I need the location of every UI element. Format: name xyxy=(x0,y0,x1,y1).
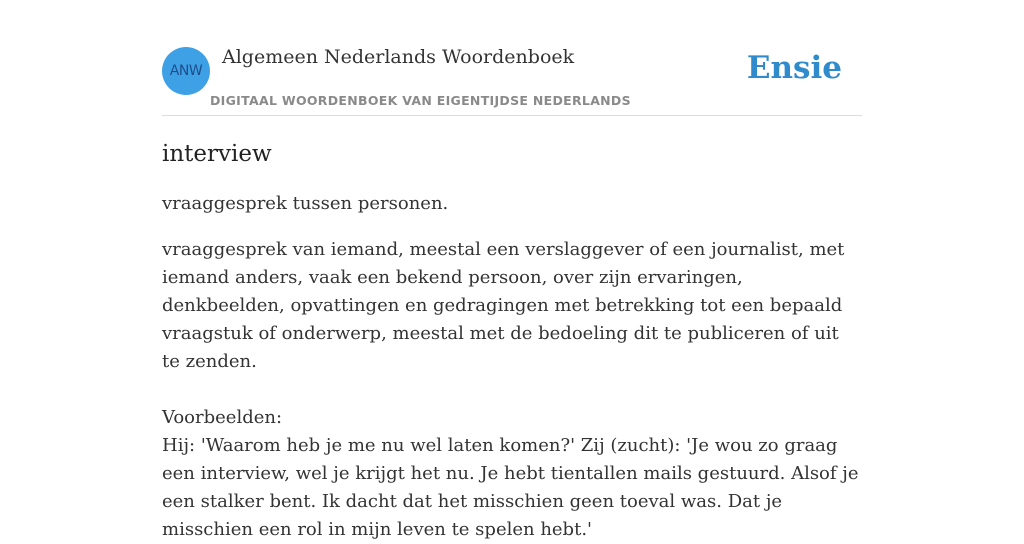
example-text: Hij: 'Waarom heb je me nu wel laten komen?' Zij (zucht): 'Je wou zo graag een interview, wel je krijgt het nu. Je hebt tientallen mails gestuurd. Alsof je een stalker bent. Ik dacht dat het misschien geen toeval was. Dat je misschien een rol in mijn leven te spelen hebt.' xyxy=(162,435,859,540)
site-subtitle: DIGITAAL WOORDENBOEK VAN EIGENTIJDSE NEDERLANDS xyxy=(210,93,631,108)
site-title[interactable]: Algemeen Nederlands Woordenboek xyxy=(222,46,575,68)
entry-content xyxy=(162,138,862,544)
long-definition: vraaggesprek van iemand, meestal een verslaggever of een journalist, met iemand anders, vaak een bekend persoon, over zijn ervaringen, denkbeelden, opvattingen en gedragingen met betrekking tot een bepaald vraagstuk of onderwerp, meestal met de bedoeling dit te publiceren of uit te zenden. xyxy=(162,239,845,372)
ensie-brand-logo[interactable]: Ensie xyxy=(746,50,842,86)
examples-label: Voorbeelden: xyxy=(162,407,283,428)
short-definition: vraaggesprek tussen personen. xyxy=(162,193,449,214)
headword: interview xyxy=(162,141,272,167)
site-header xyxy=(162,40,862,116)
anw-logo[interactable]: ANW xyxy=(162,47,210,95)
